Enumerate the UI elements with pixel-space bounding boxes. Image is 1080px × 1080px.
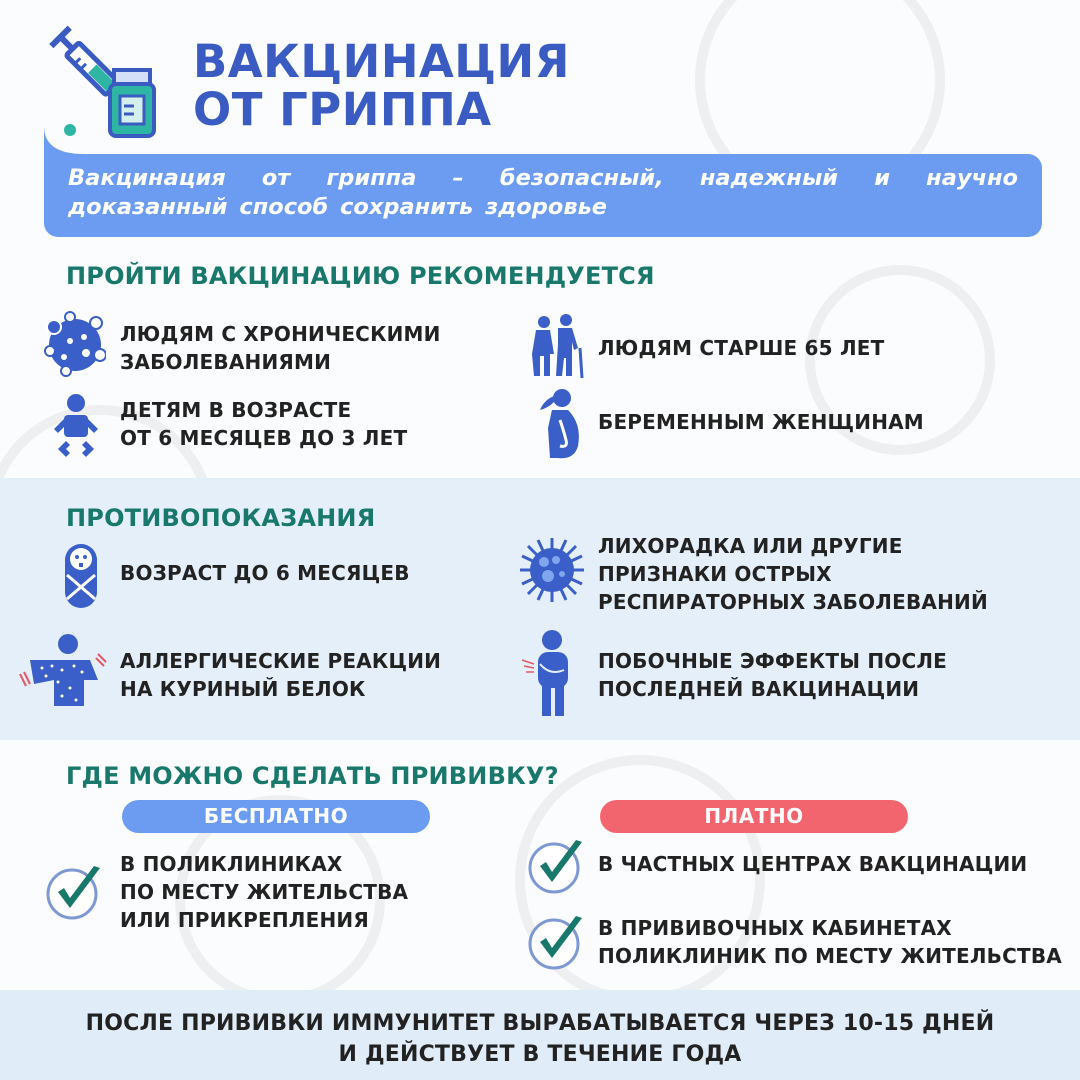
item-text: ВОЗРАСТ ДО 6 МЕСЯЦЕВ (120, 561, 410, 585)
list-item-fever (598, 532, 988, 616)
title-line-2: ОТ ГРИППА (193, 83, 492, 136)
contraindications-heading: ПРОТИВОПОКАЗАНИЯ (66, 504, 376, 532)
list-item-children (120, 396, 407, 452)
elderly-couple-icon (530, 314, 590, 378)
allergy-rash-icon (18, 634, 108, 706)
syringe-vial-icon (48, 18, 158, 138)
item-text: ОТ 6 МЕСЯЦЕВ ДО 3 ЛЕТ (120, 426, 408, 450)
list-item-private-centers (598, 850, 1027, 878)
item-text: АЛЛЕРГИЧЕСКИЕ РЕАКЦИИ (120, 649, 442, 673)
check-circle-icon (46, 862, 104, 920)
list-item-vaccination-rooms (598, 914, 1062, 970)
list-item-elderly (598, 334, 884, 362)
item-text: В ПРИВИВОЧНЫХ КАБИНЕТАХ (598, 916, 952, 940)
title-line-1: ВАКЦИНАЦИЯ (193, 35, 570, 88)
list-item-under-6-months (120, 559, 410, 587)
list-item-pregnant (598, 408, 924, 436)
free-label-pill: БЕСПЛАТНО (122, 800, 430, 833)
item-text: ЛЮДЯМ СТАРШЕ 65 ЛЕТ (598, 336, 885, 360)
item-text: ПОСЛЕДНЕЙ ВАКЦИНАЦИИ (598, 677, 920, 701)
pregnant-woman-icon (538, 388, 584, 460)
list-item-side-effects (598, 647, 947, 703)
footer-line-1: ПОСЛЕ ПРИВИВКИ ИММУНИТЕТ ВЫРАБАТЫВАЕТСЯ ЧЕРЕЗ 10-15 ДНЕЙ (85, 1011, 995, 1036)
item-text: ПРИЗНАКИ ОСТРЫХ (598, 562, 832, 586)
page-title (193, 35, 570, 136)
paid-label-pill: ПЛАТНО (600, 800, 908, 833)
item-text: ПО МЕСТУ ЖИТЕЛЬСТВА (120, 880, 409, 904)
check-circle-icon (528, 836, 586, 894)
item-text: ЗАБОЛЕВАНИЯМИ (120, 350, 332, 374)
item-text: БЕРЕМЕННЫМ ЖЕНЩИНАМ (598, 410, 924, 434)
where-heading: ГДЕ МОЖНО СДЕЛАТЬ ПРИВИВКУ? (66, 762, 559, 790)
list-item-free-clinics (120, 850, 408, 934)
item-text: ПОЛИКЛИНИК ПО МЕСТУ ЖИТЕЛЬСТВА (598, 944, 1062, 968)
stomach-pain-icon (520, 630, 572, 718)
recommended-heading: ПРОЙТИ ВАКЦИНАЦИЮ РЕКОМЕНДУЕТСЯ (66, 262, 655, 290)
check-circle-icon (528, 912, 586, 970)
spiky-virus-icon (520, 538, 584, 602)
item-text: ДЕТЯМ В ВОЗРАСТЕ (120, 398, 352, 422)
item-text: ИЛИ ПРИКРЕПЛЕНИЯ (120, 908, 369, 932)
virus-cell-icon (44, 311, 106, 377)
swaddled-infant-icon (64, 543, 98, 609)
list-item-allergy (120, 647, 441, 703)
item-text: ЛЮДЯМ С ХРОНИЧЕСКИМИ (120, 322, 441, 346)
item-text: ЛИХОРАДКА ИЛИ ДРУГИЕ (598, 534, 903, 558)
item-text: ПОБОЧНЫЕ ЭФФЕКТЫ ПОСЛЕ (598, 649, 948, 673)
footer-line-2: И ДЕЙСТВУЕТ В ТЕЧЕНИЕ ГОДА (338, 1042, 742, 1067)
item-text: НА КУРИНЫЙ БЕЛОК (120, 677, 366, 701)
baby-icon (52, 393, 100, 457)
footer-note (0, 1008, 1080, 1070)
item-text: РЕСПИРАТОРНЫХ ЗАБОЛЕВАНИЙ (598, 590, 988, 614)
subtitle-text: Вакцинация от гриппа – безопасный, надежный и научно доказанный способ сохранить здоровье (68, 165, 1018, 220)
item-text: В ЧАСТНЫХ ЦЕНТРАХ ВАКЦИНАЦИИ (598, 852, 1028, 876)
item-text: В ПОЛИКЛИНИКАХ (120, 852, 343, 876)
list-item-chronic (120, 320, 441, 376)
